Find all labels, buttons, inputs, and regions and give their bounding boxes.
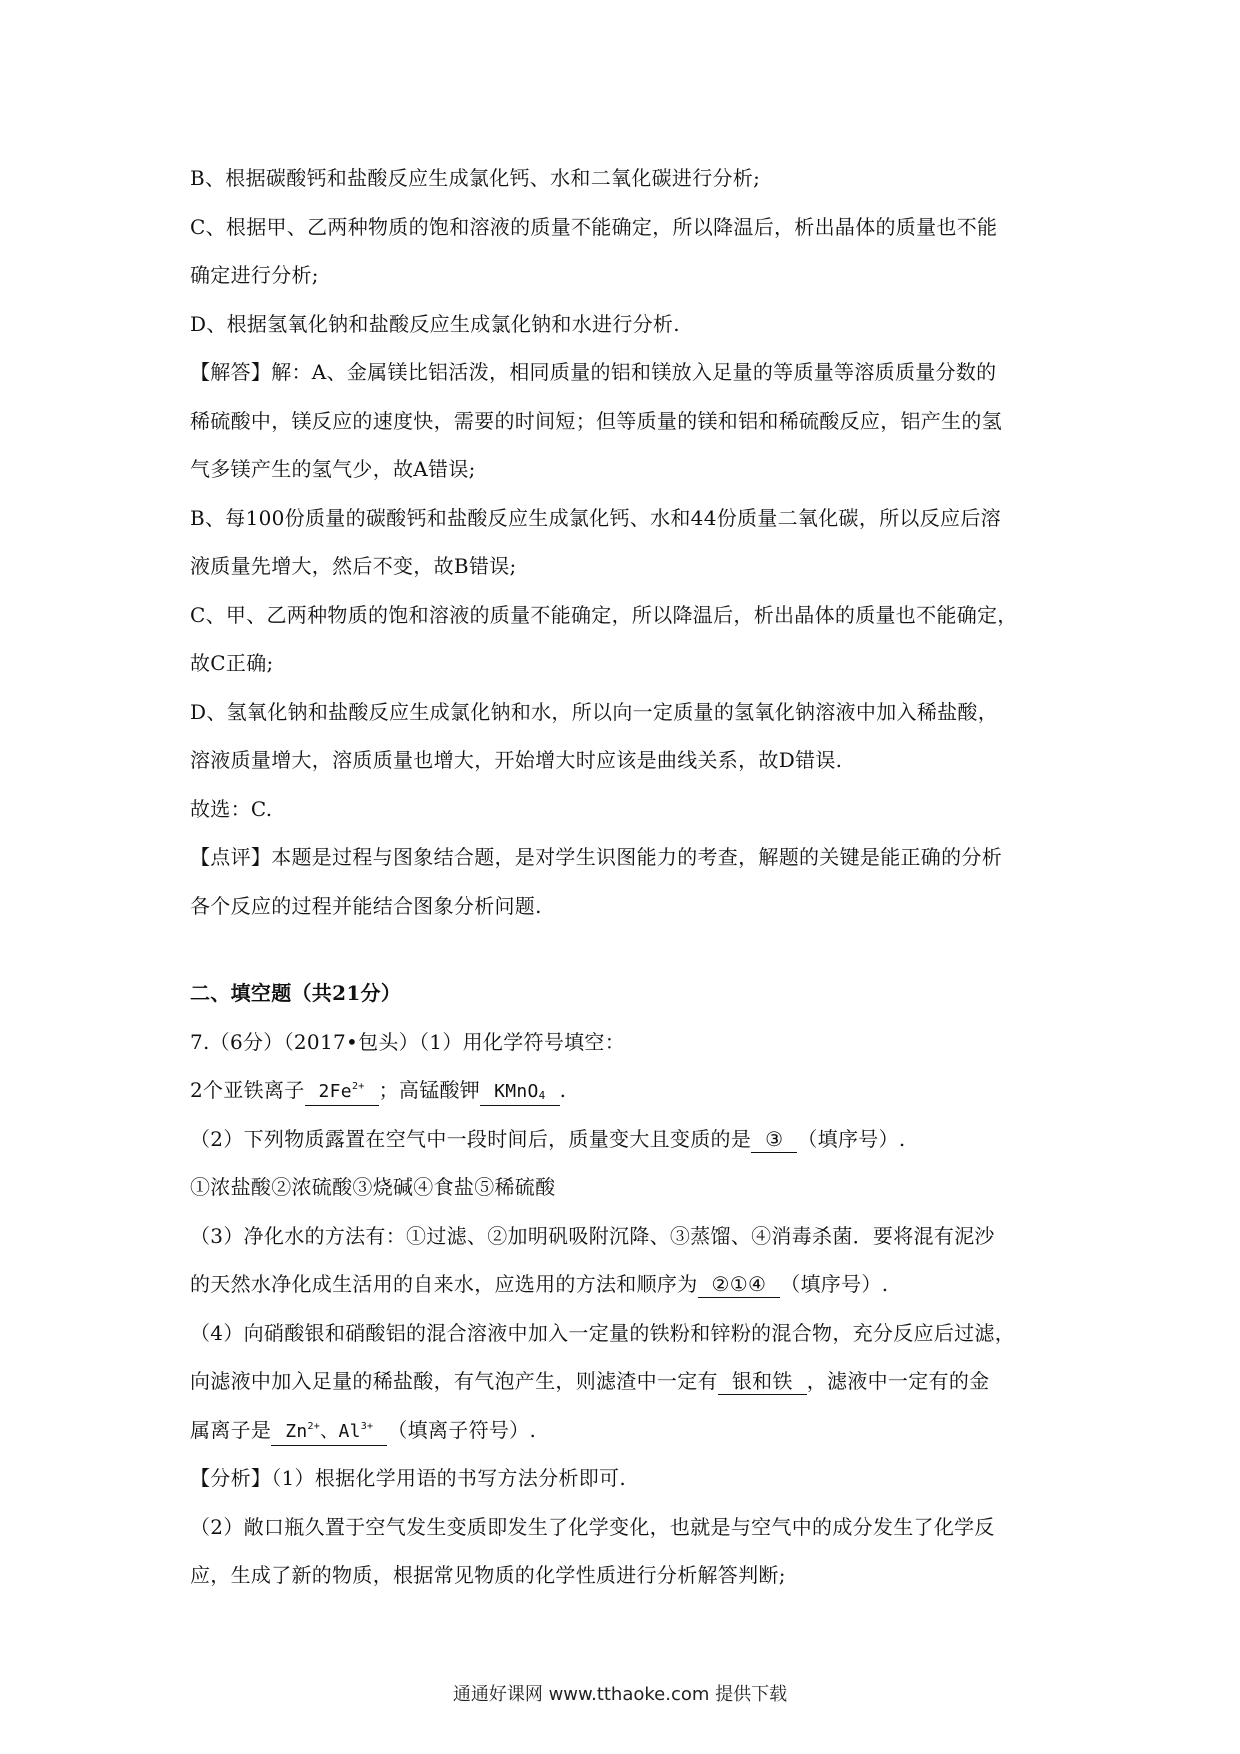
question-7-part-1 [190,1066,1060,1115]
text-segment: ，滤液中一定有的金 [806,1369,990,1393]
text-segment: （填序号）. [797,1126,906,1151]
text-line: B、根据碳酸钙和盐酸反应生成氯化钙、水和二氧化碳进行分析; [190,166,761,190]
analysis-line: 应，生成了新的物质，根据常见物质的化学性质进行分析解答判断; [190,1563,786,1587]
text-line: D、根据氢氧化钠和盐酸反应生成氯化钠和水进行分析. [190,311,680,336]
text-line: 故C正确; [190,651,274,675]
question-7-part-4: （4）向硝酸银和硝酸铝的混合溶液中加入一定量的铁粉和锌粉的混合物，充分反应后过滤， [190,1320,1016,1345]
superscript: 2+ [351,1081,365,1092]
subscript: 4 [538,1089,546,1102]
question-7-part-2 [190,1115,1060,1164]
question-7-part-3-cont [190,1260,1060,1309]
text-segment: （2）下列物质露置在空气中一段时间后，质量变大且变质的是 [190,1126,752,1151]
text-segment: 2个亚铁离子 [190,1078,305,1102]
text-line: 稀硫酸中，镁反应的速度快，需要的时间短；但等质量的镁和铝和稀硫酸反应，铝产生的氢 [190,408,1002,433]
question-7-part-4-cont [190,1357,1060,1406]
text-line: 【点评】本题是过程与图象结合题，是对学生识图能力的考查，解题的关键是能正确的分析 [190,845,1002,869]
question-7-part-4-end [190,1406,1060,1455]
text-segment: 属离子是 [190,1417,272,1442]
answer-blank [271,1419,387,1446]
text-segment: ；高锰酸钾 [378,1078,481,1102]
text-line: C、根据甲、乙两种物质的饱和溶液的质量不能确定，所以降温后，析出晶体的质量也不能 [190,214,998,239]
section-title: 二、填空题（共21分） [190,981,402,1005]
answer-blank [305,1079,379,1106]
text-line: 各个反应的过程并能结合图象分析问题. [190,893,542,918]
text-line: 气多镁产生的氢气少，故A错误; [190,457,476,481]
text-line: 故选：C. [190,796,273,821]
answer-text: KMnO [494,1081,539,1102]
text-segment: （填离子符号）. [387,1417,537,1442]
answer-text: 、Al [320,1420,361,1442]
text-line: 确定进行分析; [190,263,319,287]
text-line: C、甲、乙两种物质的饱和溶液的质量不能确定，所以降温后，析出晶体的质量也不能确定， [190,602,1018,627]
question-7-part-3: （3）净化水的方法有：①过滤、②加明矾吸附沉降、③蒸馏、④消毒杀菌．要将混有泥沙 [190,1223,995,1248]
text-line: 液质量先增大，然后不变，故B错误; [190,554,517,578]
text-line: 溶液质量增大，溶质质量也增大，开始增大时应该是曲线关系，故D错误. [190,748,843,772]
answer-text: Zn [285,1420,308,1442]
superscript: 3+ [360,1420,374,1432]
answer-blank: ③ [751,1126,797,1153]
analysis-line: （2）敞口瓶久置于空气发生变质即发生了化学变化，也就是与空气中的成分发生了化学反 [190,1514,995,1539]
question-7-options: ①浓盐酸②浓硫酸③烧碱④食盐⑤稀硫酸 [190,1175,556,1199]
text-line: 【解答】解：A、金属镁比铝活泼，相同质量的铝和镁放入足量的等质量等溶质质量分数的 [190,360,997,384]
text-segment: 的天然水净化成生活用的自来水，应选用的方法和顺序为 [190,1272,698,1296]
answer-text: 2Fe [318,1081,352,1102]
text-segment: 向滤液中加入足量的稀盐酸，有气泡产生，则滤渣中一定有 [190,1369,718,1393]
text-line: D、氢氧化钠和盐酸反应生成氯化钠和水，所以向一定质量的氢氧化钠溶液中加入稀盐酸， [190,699,999,724]
answer-blank: ②①④ [698,1271,781,1298]
answer-blank: 银和铁 [718,1368,807,1395]
analysis-line: 【分析】（1）根据化学用语的书写方法分析即可. [190,1466,626,1490]
text-segment: . [559,1078,567,1102]
answer-blank [480,1079,560,1106]
superscript: 2+ [307,1420,321,1432]
text-segment: （填序号）. [780,1272,889,1296]
text-line: B、每100份质量的碳酸钙和盐酸反应生成氯化钙、水和44份质量二氧化碳，所以反应后溶 [190,505,1001,530]
page-footer: 通通好课网 www.tthaoke.com 提供下载 [452,1684,788,1705]
question-7-header: 7.（6分）（2017•包头）（1）用化学符号填空： [190,1029,626,1054]
document-body [190,154,1060,1600]
